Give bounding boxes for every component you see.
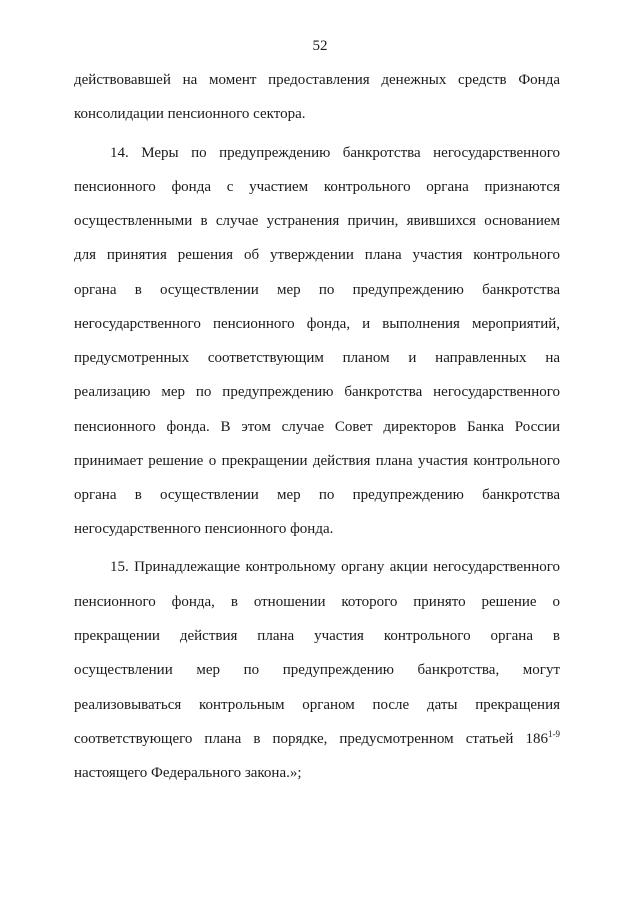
text-line: консолидации пенсионного сектора. bbox=[74, 106, 306, 122]
text-line: предусмотренных соответствующим планом и направленных на bbox=[74, 350, 560, 366]
text-line: негосударственного пенсионного фонда. bbox=[74, 521, 334, 537]
paragraph-15-first-line: 15. Принадлежащие контрольному органу акции негосударственного bbox=[110, 559, 560, 575]
text-line: реализацию мер по предупреждению банкротства негосударственного bbox=[74, 384, 560, 400]
text-line: реализовываться контрольным органом после даты прекращения bbox=[74, 697, 560, 713]
text-line: принимает решение о прекращении действия плана участия контрольного bbox=[74, 453, 560, 469]
text-line: настоящего Федерального закона.»; bbox=[74, 765, 302, 781]
paragraph-14-first-line: 14. Меры по предупреждению банкротства негосударственного bbox=[110, 145, 560, 161]
text-line-with-article-ref bbox=[74, 731, 560, 748]
text-line: негосударственного пенсионного фонда, и выполнения мероприятий, bbox=[74, 316, 560, 332]
text-line: пенсионного фонда, в отношении которого принято решение о bbox=[74, 594, 560, 610]
text-line: осуществленными в случае устранения причин, явившихся основанием bbox=[74, 213, 560, 229]
text-line: действовавшей на момент предоставления денежных средств Фонда bbox=[74, 72, 560, 88]
text-line-content: соответствующего плана в порядке, предусмотренном статьей 186 bbox=[74, 731, 548, 747]
text-line: пенсионного фонда. В этом случае Совет директоров Банка России bbox=[74, 419, 560, 435]
text-line: осуществлении мер по предупреждению банкротства, могут bbox=[74, 662, 560, 678]
text-line: органа в осуществлении мер по предупреждению банкротства bbox=[74, 282, 560, 298]
article-superscript: 1-9 bbox=[548, 729, 560, 739]
text-line: прекращении действия плана участия контрольного органа в bbox=[74, 628, 560, 644]
text-line: пенсионного фонда с участием контрольного органа признаются bbox=[74, 179, 560, 195]
page-number: 52 bbox=[312, 38, 328, 54]
text-line: органа в осуществлении мер по предупреждению банкротства bbox=[74, 487, 560, 503]
text-line: для принятия решения об утверждении плана участия контрольного bbox=[74, 247, 560, 263]
